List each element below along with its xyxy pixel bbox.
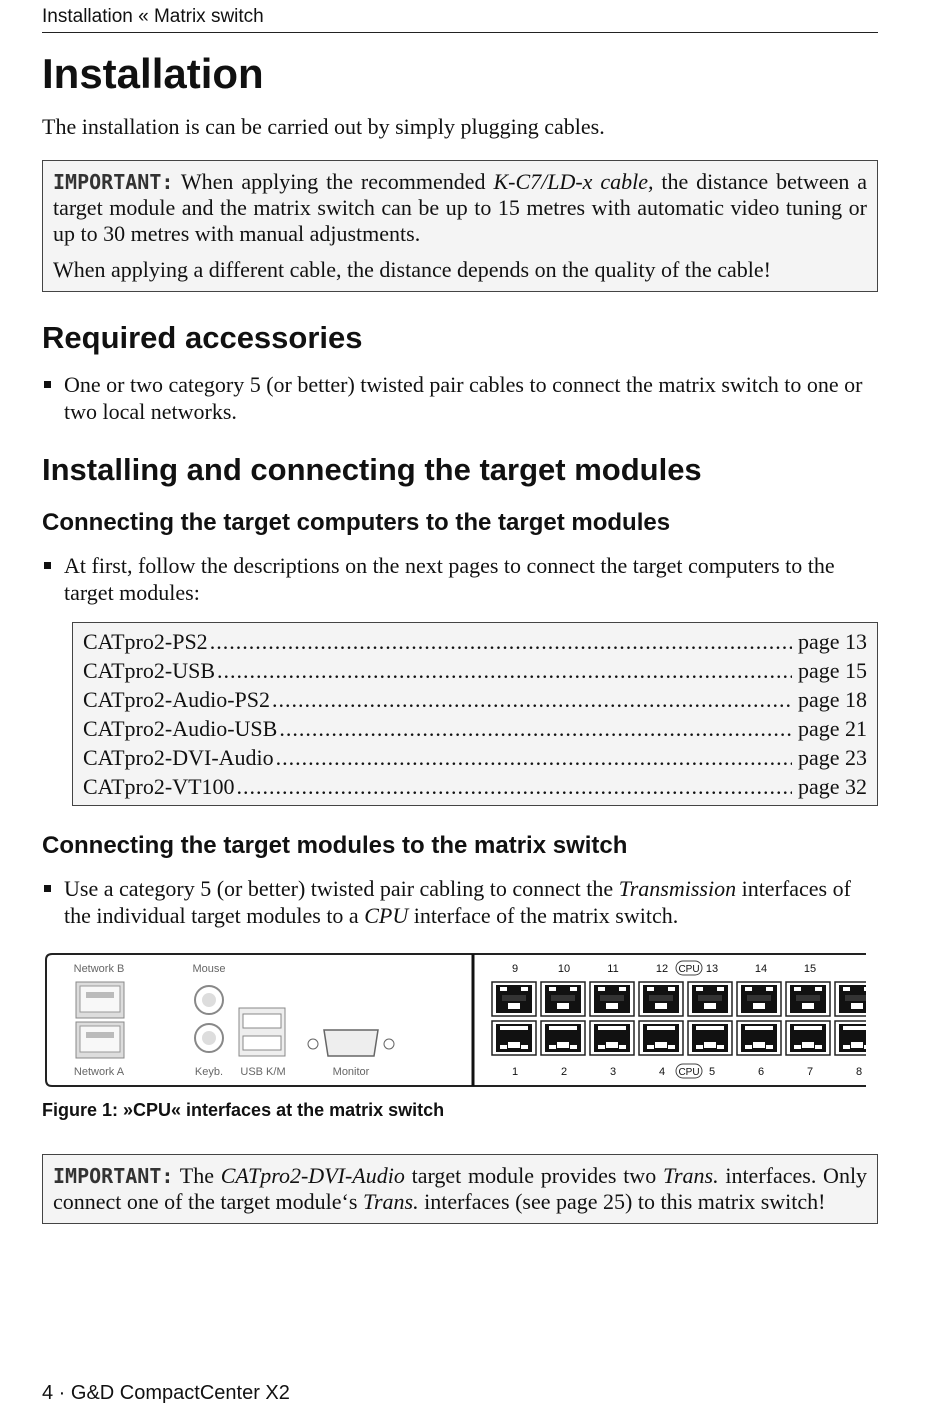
port-number-bottom: 8 [855, 1066, 863, 1078]
important-label: IMPORTANT: [53, 170, 174, 194]
note-text: interfaces (see page 25) to this matrix switch! [424, 1189, 826, 1214]
leader-dots [237, 772, 792, 801]
page-ref: page 23 [797, 745, 867, 770]
figure-caption: Figure 1: »CPU« interfaces at the matrix switch [42, 1100, 445, 1120]
page-ref: page 15 [797, 658, 867, 683]
page-reference-row[interactable] [83, 772, 867, 801]
leader-dots [217, 656, 792, 685]
usb-port [239, 1008, 285, 1056]
page-reference-row[interactable] [83, 743, 867, 772]
page-reference-list [72, 622, 878, 806]
note-text: The [179, 1163, 214, 1188]
port-number-top: 12 [655, 963, 669, 975]
mouse-label: Mouse [192, 963, 226, 975]
leader-dots [272, 685, 792, 714]
leader-dots [279, 714, 792, 743]
subsection-heading-computers: Connecting the target computers to the target modules [42, 509, 671, 536]
port-number-top: 14 [754, 963, 768, 975]
network-a-label: Network A [73, 1066, 125, 1078]
module-name: CATpro2-Audio-USB [83, 716, 278, 741]
bullet-marker [44, 885, 51, 892]
bullet-text: interface of the matrix switch. [413, 903, 679, 928]
matrix-switch-rear-panel-figure [44, 952, 878, 1088]
port-number-top: 11 [607, 963, 619, 975]
port-number-bottom: 3 [609, 1066, 617, 1078]
note-text: When applying a different cable, the distance depends on the quality of the cable! [53, 257, 771, 282]
port-number-bottom: 7 [806, 1066, 814, 1078]
port-number-top: 13 [705, 963, 719, 975]
leader-dots [210, 627, 792, 656]
page-footer: 4 · G&D CompactCenter X2 [42, 1382, 290, 1404]
bullet-text: Use a category 5 (or better) twisted pair cabling to connect the [64, 876, 614, 901]
port-number-bottom: 4 [658, 1066, 666, 1078]
port-number-bottom: 6 [757, 1066, 765, 1078]
bullet-text: At first, follow the descriptions on the next pages to connect the target computers to the target modules: [64, 553, 835, 605]
page-ref: page 18 [797, 687, 867, 712]
section-heading-install: Installing and connecting the target modules [42, 452, 702, 487]
module-name: CATpro2-PS2 [83, 629, 208, 654]
note-text: the distance between a target module and the matrix switch can be up to 15 metres with automatic video tuning or up to 30 metres with manual adjustments. [53, 169, 868, 246]
term-cpu: CPU [364, 903, 409, 928]
bullet-accessories [42, 371, 878, 425]
port-number-bottom: 5 [708, 1066, 716, 1078]
important-label: IMPORTANT: [53, 1164, 174, 1188]
cpu-label-bottom: CPU [678, 1067, 700, 1078]
term-trans: Trans. [662, 1163, 719, 1188]
important-note-cable [42, 160, 878, 292]
page-title: Installation [42, 50, 264, 97]
bullet-connect-computers [42, 552, 878, 606]
page-reference-row[interactable] [83, 685, 867, 714]
important-note-interfaces [42, 1154, 878, 1224]
network-b-port [76, 982, 124, 1018]
page-reference-row[interactable] [83, 656, 867, 685]
subsection-heading-matrix: Connecting the target modules to the matrix switch [42, 832, 628, 859]
monitor-label: Monitor [332, 1066, 370, 1078]
term-trans: Trans. [362, 1189, 419, 1214]
port-number-top: 9 [511, 963, 519, 975]
module-name: CATpro2-DVI-Audio [220, 1163, 405, 1188]
page-ref: page 21 [797, 716, 867, 741]
intro-text: The installation is can be carried out by simply plugging cables. [42, 114, 605, 139]
running-header: Installation « Matrix switch [42, 6, 878, 33]
network-b-label: Network B [73, 963, 125, 975]
bullet-marker [44, 381, 51, 388]
port-number-bottom: 1 [511, 1066, 519, 1078]
cable-name: K-C7/LD-x cable, [493, 169, 654, 194]
usb-label: USB K/M [240, 1066, 286, 1078]
port-number-top: 15 [803, 963, 817, 975]
port-number-bottom: 2 [560, 1066, 568, 1078]
keyboard-label: Keyb. [194, 1066, 224, 1078]
section-heading-accessories: Required accessories [42, 320, 363, 355]
port-number-top: 10 [557, 963, 571, 975]
bullet-marker [44, 562, 51, 569]
note-text: interfaces. Only connect one of the target module‘s [53, 1163, 868, 1214]
page-reference-row[interactable] [83, 627, 867, 656]
page-ref: page 32 [797, 774, 867, 799]
bullet-connect-matrix [42, 875, 878, 929]
module-name: CATpro2-USB [83, 658, 216, 683]
page-ref: page 13 [797, 629, 867, 654]
module-name: CATpro2-VT100 [83, 774, 235, 799]
module-name: CATpro2-Audio-PS2 [83, 687, 271, 712]
bullet-text: One or two category 5 (or better) twisted pair cables to connect the matrix switch to one or two local networks. [64, 372, 863, 424]
page-reference-row[interactable] [83, 714, 867, 743]
note-text: When applying the recommended [180, 169, 486, 194]
module-name: CATpro2-DVI-Audio [83, 745, 274, 770]
cpu-label-top: CPU [678, 964, 700, 975]
term-transmission: Transmission [618, 876, 737, 901]
leader-dots [276, 743, 792, 772]
network-a-port [76, 1022, 124, 1058]
note-text: target module provides two [411, 1163, 657, 1188]
bullet-text: interfaces of the individual target modules to a [64, 876, 851, 928]
